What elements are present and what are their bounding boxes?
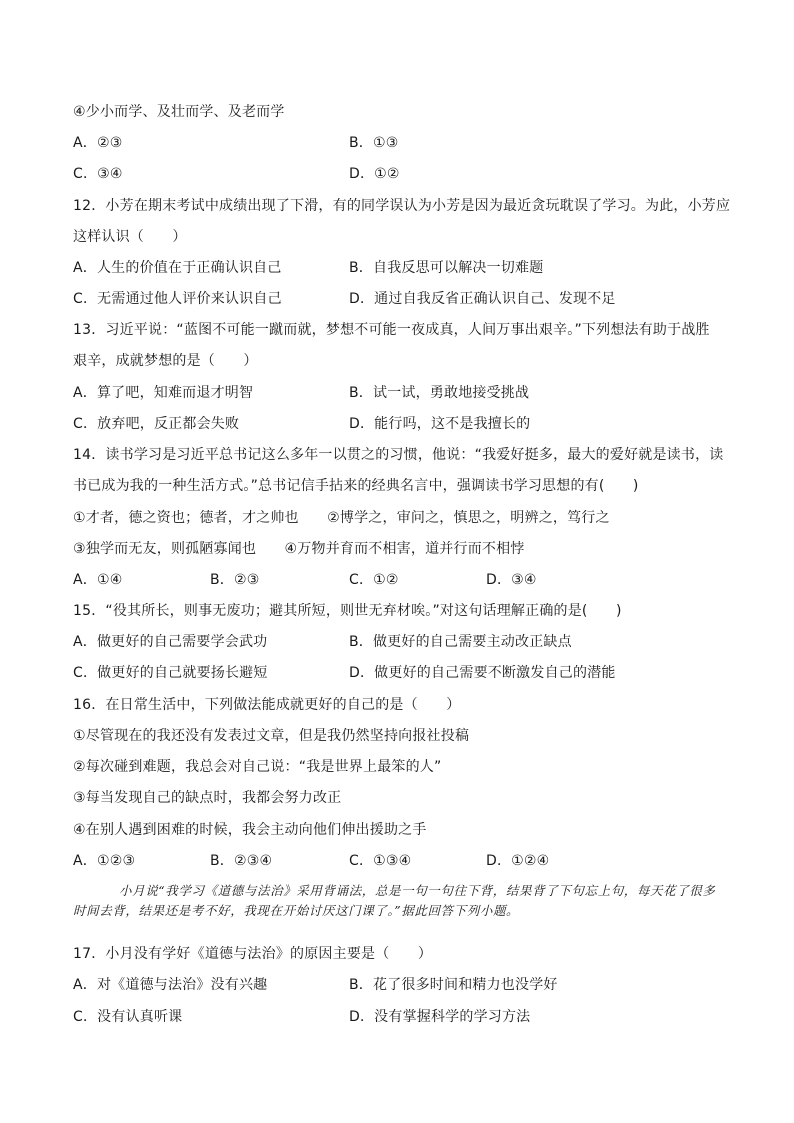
q12-stem-line-1: 12．小芳在期末考试中成绩出现了下滑，有的同学误认为小芳是因为最近贪玩耽误了学习。为此，小芳应 <box>73 198 731 214</box>
q16-item-4: ④在别人遇到困难的时候，我会主动向他们伸出援助之手 <box>73 822 427 838</box>
q12-option-b: B．自我反思可以解决一切难题 <box>349 260 544 276</box>
reading-passage: 小月说“我学习《道德与法治》采用背诵法，总是一句一句往下背，结果背了下句忘上句，每天花了很多时间去背，结果还是考不好，我现在开始讨厌这门课了。”据此回答下列小题。 <box>73 883 716 918</box>
q16-item-2: ②每次碰到难题，我总会对自己说：“我是世界上最笨的人” <box>73 759 442 775</box>
q16-item-3: ③每当发现自己的缺点时，我都会努力改正 <box>73 790 342 806</box>
q17-option-c: C．没有认真听课 <box>73 1009 183 1025</box>
q11-option-b: B．①③ <box>349 135 399 151</box>
q13-option-a: A．算了吧，知难而退才明智 <box>73 385 254 401</box>
q16-option-c: C．①③④ <box>349 853 412 869</box>
q13-stem-line-2: 艰辛，成就梦想的是（ ） <box>73 353 258 369</box>
q15-option-a: A．做更好的自己需要学会武功 <box>73 634 268 650</box>
q12-option-d: D．通过自我反省正确认识自己、发现不足 <box>349 291 616 307</box>
q11-option-a: A．②③ <box>73 135 123 151</box>
q13-option-d: D．能行吗，这不是我擅长的 <box>349 416 531 432</box>
q14-option-c: C．①② <box>349 572 399 588</box>
q17-option-b: B．花了很多时间和精力也没学好 <box>349 977 558 993</box>
q12-option-a: A．人生的价值在于正确认识自己 <box>73 260 282 276</box>
q16-item-1: ①尽管现在的我还没有发表过文章，但是我仍然坚持向报社投稿 <box>73 728 470 744</box>
q11-option-d: D．①② <box>349 166 400 182</box>
q16-stem: 16．在日常生活中，下列做法能成就更好的自己的是（ ） <box>73 697 461 713</box>
q14-stem-line-1: 14．读书学习是习近平总书记这么多年一以贯之的习惯，他说：“我爱好挺多，最大的爱好就是读书，读 <box>73 447 724 463</box>
q15-option-d: D．做更好的自己需要不断激发自己的潜能 <box>349 665 616 681</box>
q14-option-a: A．①④ <box>73 572 123 588</box>
q16-option-d: D．①②④ <box>486 853 550 869</box>
q11-item-4: ④少小而学、及壮而学、及老而学 <box>73 104 285 120</box>
q14-option-b: B．②③ <box>210 572 260 588</box>
q15-option-b: B．做更好的自己需要主动改正缺点 <box>349 634 572 650</box>
q14-option-d: D．③④ <box>486 572 537 588</box>
q12-stem-line-2: 这样认识（ ） <box>73 229 187 245</box>
q13-stem-line-1: 13．习近平说：“蓝图不可能一蹴而就，梦想不可能一夜成真，人间万事出艰辛。”下列想法有助于战胜 <box>73 322 710 338</box>
q17-option-d: D．没有掌握科学的学习方法 <box>349 1009 531 1025</box>
q11-option-c: C．③④ <box>73 166 123 182</box>
q17-option-a: A．对《道德与法治》没有兴趣 <box>73 977 268 993</box>
q14-items-line-1: ①才者，德之资也；德者，才之帅也 ②博学之，审问之，慎思之，明辨之，笃行之 <box>73 510 610 526</box>
q14-stem-line-2: 书已成为我的一种生活方式。”总书记信手拈来的经典名言中，强调读书学习思想的有( ) <box>73 478 639 494</box>
q15-option-c: C．做更好的自己就要扬长避短 <box>73 665 268 681</box>
q13-option-c: C．放弃吧，反正都会失败 <box>73 416 240 432</box>
q14-items-line-2: ③独学而无友，则孤陋寡闻也 ④万物并育而不相害，道并行而不相悖 <box>73 541 525 557</box>
q12-option-c: C．无需通过他人评价来认识自己 <box>73 291 282 307</box>
q15-stem: 15．“役其所长，则事无废功；避其所短，则世无弃材唉。”对这句话理解正确的是( ) <box>73 603 622 619</box>
q13-option-b: B．试一试，勇敢地接受挑战 <box>349 385 530 401</box>
q17-stem: 17．小月没有学好《道德与法治》的原因主要是（ ） <box>73 946 433 962</box>
q16-option-b: B．②③④ <box>210 853 273 869</box>
q16-option-a: A．①②③ <box>73 853 136 869</box>
